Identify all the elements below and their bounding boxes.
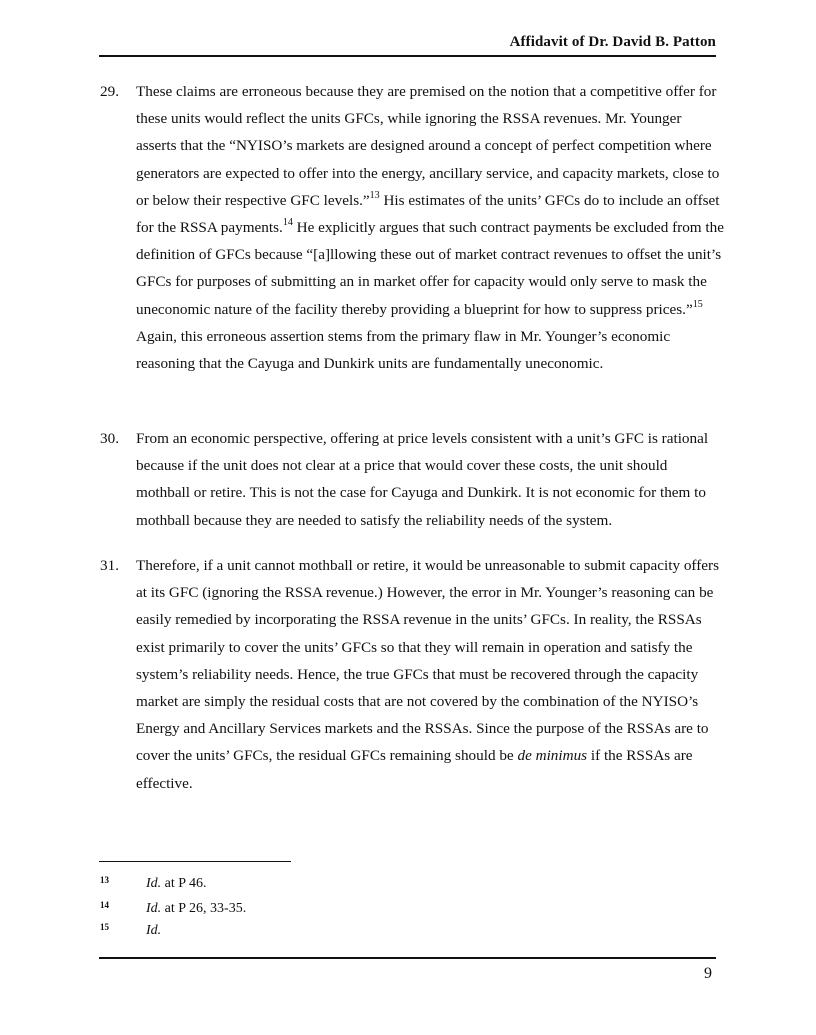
paragraph-31	[100, 552, 724, 797]
text-run: if the RSSAs are effective.	[136, 747, 693, 792]
text-run: From an economic perspective, offering at price levels consistent with a unit’s GFC is rational because if the unit does not clear at a price that would cover these costs, the unit should mothball or retire. This is not the case for Cayuga and Dunkirk. It is not economic for them to mothball because they are needed to satisfy the reliability needs of the system.	[136, 430, 709, 529]
footnote-separator	[99, 861, 291, 862]
text-run: His estimates of the units’ GFCs do to include an offset for the RSSA payments.	[136, 191, 720, 237]
footnote-marker: 14	[100, 900, 109, 910]
footnote-rest: at P 46.	[161, 876, 207, 891]
footnote-marker: 13	[100, 875, 109, 885]
footnote-text	[146, 923, 161, 938]
paragraph-number: 30.	[100, 430, 119, 447]
italic-text: de minimus	[517, 747, 588, 765]
footnote-text	[146, 901, 246, 916]
footnote-reference: 13	[369, 189, 380, 201]
footnote-cite: Id.	[146, 901, 162, 916]
footnote-cite: Id.	[146, 923, 162, 938]
paragraph-number: 31.	[100, 557, 119, 574]
paragraph-29	[100, 78, 724, 377]
paragraph-text	[136, 78, 724, 377]
footnote-reference: 15	[692, 298, 703, 310]
text-run: He explicitly argues that such contract payments be excluded from the definition of GFCs because “[a]llowing these out of market contract revenues to offset the unit’s GFCs for purposes of submitting an in market offer for capacity would only serve to mask the uneconomic nature of the facility thereby providing a blueprint for how to suppress prices.”	[136, 219, 724, 318]
text-run: Again, this erroneous assertion stems from the primary flaw in Mr. Younger’s economic reasoning that the Cayuga and Dunkirk units are fundamentally uneconomic.	[136, 327, 671, 373]
footer-rule	[99, 957, 716, 959]
page-number: 9	[704, 965, 712, 982]
running-header: Affidavit of Dr. David B. Patton	[509, 34, 716, 50]
paragraph-text	[136, 425, 724, 534]
text-run: Therefore, if a unit cannot mothball or retire, it would be unreasonable to submit capacity offers at its GFC (ignoring the RSSA revenue.) However, the error in Mr. Younger’s reasoning can be easily remedied by incorporating the RSSA revenue in the units’ GFCs. In reality, the RSSAs exist primarily to cover the units’ GFCs so that they will remain in operation and satisfy the system’s reliability needs. Hence, the true GFCs that must be recovered through the capacity market are simply the residual costs that are not covered by the combination of the NYISO’s Energy and Ancillary Services markets and the RSSAs. Since the purpose of the RSSAs are to cover the units’ GFCs, the residual GFCs remaining should be	[136, 557, 719, 765]
header-rule	[99, 55, 716, 57]
footnote-marker: 15	[100, 922, 109, 932]
footnote-reference: 14	[282, 216, 293, 228]
footnote-13	[100, 875, 207, 893]
footnote-cite: Id.	[146, 876, 162, 891]
paragraph-text	[136, 552, 724, 797]
footnote-15	[100, 922, 161, 940]
footnote-rest: at P 26, 33-35.	[161, 901, 247, 916]
text-run: These claims are erroneous because they are premised on the notion that a competitive offer for these units would reflect the units GFCs, while ignoring the RSSA revenues. Mr. Younger asserts that the “NYISO’s markets are designed around a concept of perfect competition where generators are expected to offer into the energy, ancillary service, and capacity markets, close to or below their respective GFC levels.”	[136, 83, 720, 209]
paragraph-number: 29.	[100, 83, 119, 100]
paragraph-30	[100, 425, 724, 534]
footnote-text	[146, 876, 207, 891]
footnote-14	[100, 900, 246, 918]
